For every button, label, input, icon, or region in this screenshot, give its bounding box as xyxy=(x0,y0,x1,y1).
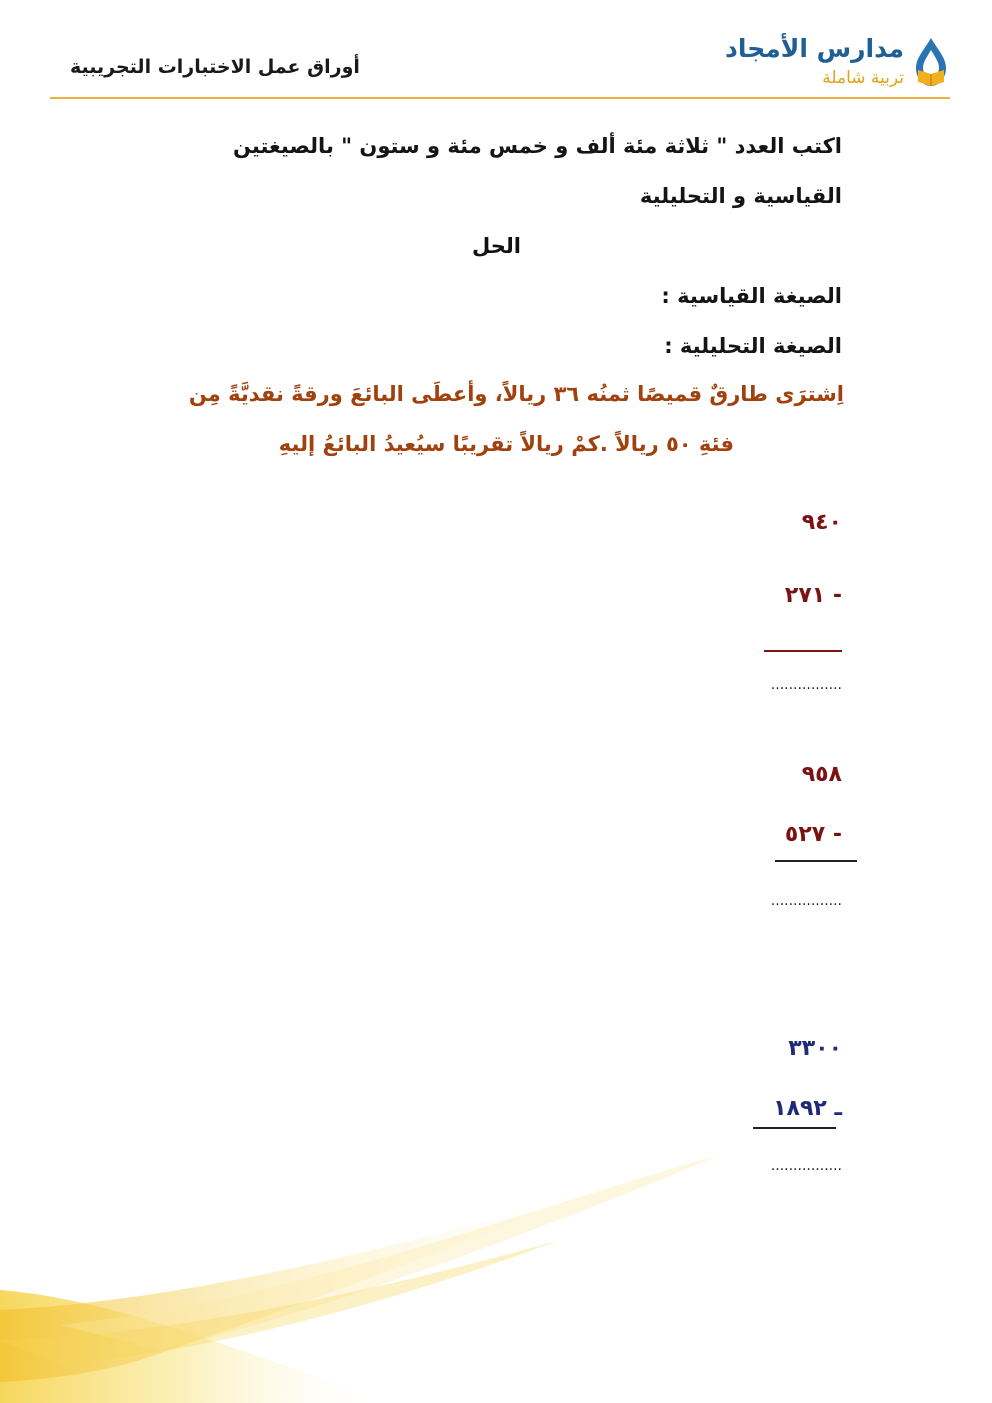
subtraction-2-rule xyxy=(775,860,857,862)
subtraction-1-subtrahend: - ٢٧١ xyxy=(784,583,842,608)
subtraction-2-subtrahend: - ٥٢٧ xyxy=(784,822,842,847)
solution-label: الحل xyxy=(472,234,521,258)
question-line-1: اكتب العدد " ثلاثة مئة ألف و خمس مئة و ستون " بالصيغتين xyxy=(233,134,842,158)
subtraction-2-answer-blank: ................ xyxy=(770,893,842,909)
standard-form-label: الصيغة القياسية : xyxy=(661,284,842,308)
word-problem-line-1: اِشترَى طارقٌ قميصًا ثمنُه ٣٦ ريالاً، وأعطَى البائعَ ورقةً نقديَّةً مِن xyxy=(188,382,844,406)
header-title: أوراق عمل الاختبارات التجريبية xyxy=(70,56,360,78)
subtraction-2-minuend: ٩٥٨ xyxy=(801,762,842,787)
subtraction-3-subtrahend: ـ ١٨٩٢ xyxy=(773,1096,842,1121)
decorative-wave xyxy=(0,1150,992,1403)
subtraction-1-rule xyxy=(764,650,842,652)
logo-tagline: تربية شاملة xyxy=(822,68,904,88)
subtraction-3-answer-blank: ................ xyxy=(770,1158,842,1174)
word-problem-line-2: فئةِ ٥٠ ريالاً .كمْ ريالاً تقريبًا سيُعيدُ البائعُ إليهِ xyxy=(278,432,734,456)
logo-name: مدارس الأمجاد xyxy=(725,34,904,63)
subtraction-3-minuend: ٣٣٠٠ xyxy=(788,1036,842,1061)
subtraction-1-minuend: ٩٤٠ xyxy=(801,510,842,535)
expanded-form-label: الصيغة التحليلية : xyxy=(664,334,842,358)
subtraction-3-rule xyxy=(753,1127,836,1129)
subtraction-1-answer-blank: ................ xyxy=(770,677,842,693)
drop-book-icon xyxy=(910,36,952,88)
school-logo xyxy=(725,32,952,92)
header-divider xyxy=(50,97,950,99)
question-line-2: القياسية و التحليلية xyxy=(639,184,842,208)
